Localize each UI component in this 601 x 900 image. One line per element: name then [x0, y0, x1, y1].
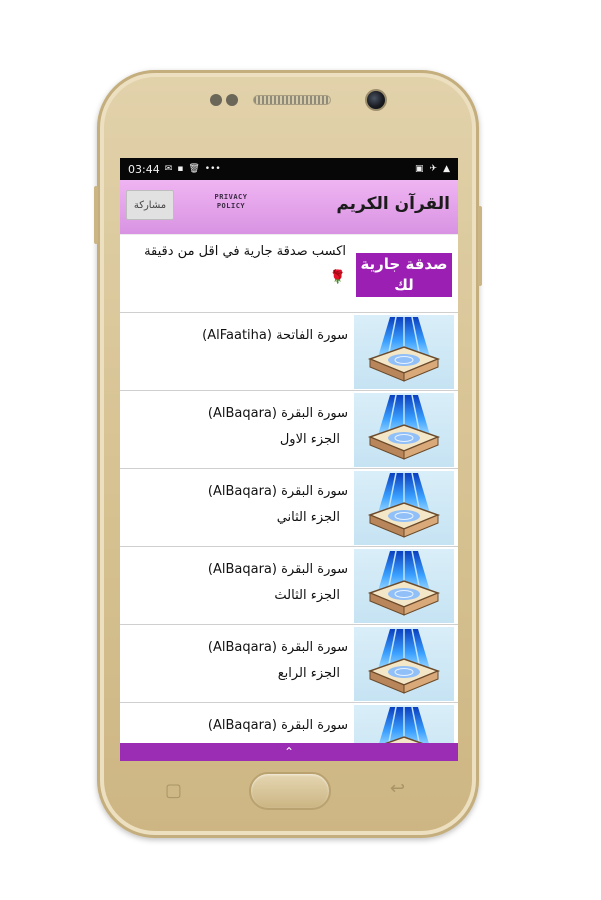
promo-badge [354, 239, 454, 309]
list-item-title: سورة البقرة (AlBaqara) [207, 640, 348, 655]
quran-book-icon [354, 627, 454, 701]
list-item[interactable] [120, 625, 458, 703]
list-item-subtitle: الجزء الرابع [277, 666, 340, 681]
front-camera [365, 89, 387, 111]
sensor-dot [210, 94, 222, 106]
phone-screen [120, 158, 458, 761]
list-item[interactable] [120, 547, 458, 625]
airplane-icon: ✈ [429, 163, 438, 174]
quran-book-icon [354, 315, 454, 389]
quran-book-icon [354, 471, 454, 545]
surah-list [120, 235, 458, 761]
share-button[interactable]: مشاركة [126, 190, 174, 220]
list-item-title: سورة الفاتحة (AlFaatiha) [202, 328, 348, 343]
page-title: القرآن الكريم [336, 194, 450, 214]
message-icon: ✉ [164, 163, 173, 174]
privacy-label-line1: PRIVACY [214, 193, 248, 201]
list-item[interactable] [120, 469, 458, 547]
sensor-dot [226, 94, 238, 106]
more-icon: ••• [204, 163, 221, 174]
list-item-title: سورة البقرة (AlBaqara) [207, 562, 348, 577]
promo-row[interactable] [120, 235, 458, 313]
app-header [120, 180, 458, 234]
status-time: 03:44 [128, 162, 160, 176]
chevron-up-icon: ⌃ [283, 745, 295, 759]
list-item-subtitle: الجزء الثاني [276, 510, 340, 525]
privacy-label-line2: POLICY [216, 202, 246, 210]
privacy-policy-button[interactable] [204, 193, 258, 215]
list-item[interactable] [120, 313, 458, 391]
recent-apps-key-icon[interactable]: ▢ [165, 780, 183, 801]
list-item-title: سورة البقرة (AlBaqara) [207, 406, 348, 421]
list-item-title: سورة البقرة (AlBaqara) [207, 718, 348, 733]
vibrate-icon: ▣ [415, 163, 424, 174]
promo-badge-text: صدقة جارية لك [356, 253, 452, 297]
trash-icon: 🗑 [188, 163, 200, 174]
home-button[interactable] [249, 772, 331, 810]
earpiece-speaker [253, 95, 331, 105]
quran-book-icon [354, 549, 454, 623]
list-item-title: سورة البقرة (AlBaqara) [207, 484, 348, 499]
promo-text: اكسب صدقة جارية في اقل من دقيقة 🌹 [144, 244, 346, 285]
back-key-icon[interactable]: ↩ [390, 778, 406, 799]
status-bar [120, 158, 458, 180]
sim-icon: ▪ [177, 163, 184, 174]
quran-book-icon [354, 393, 454, 467]
list-item-subtitle: الجزء الثالث [274, 588, 340, 603]
notification-icon: ▲ [443, 163, 450, 174]
list-item[interactable] [120, 391, 458, 469]
scroll-up-bar[interactable] [120, 743, 458, 761]
power-button [478, 206, 482, 286]
volume-button [94, 186, 98, 244]
list-item-subtitle: الجزء الاول [279, 432, 340, 447]
